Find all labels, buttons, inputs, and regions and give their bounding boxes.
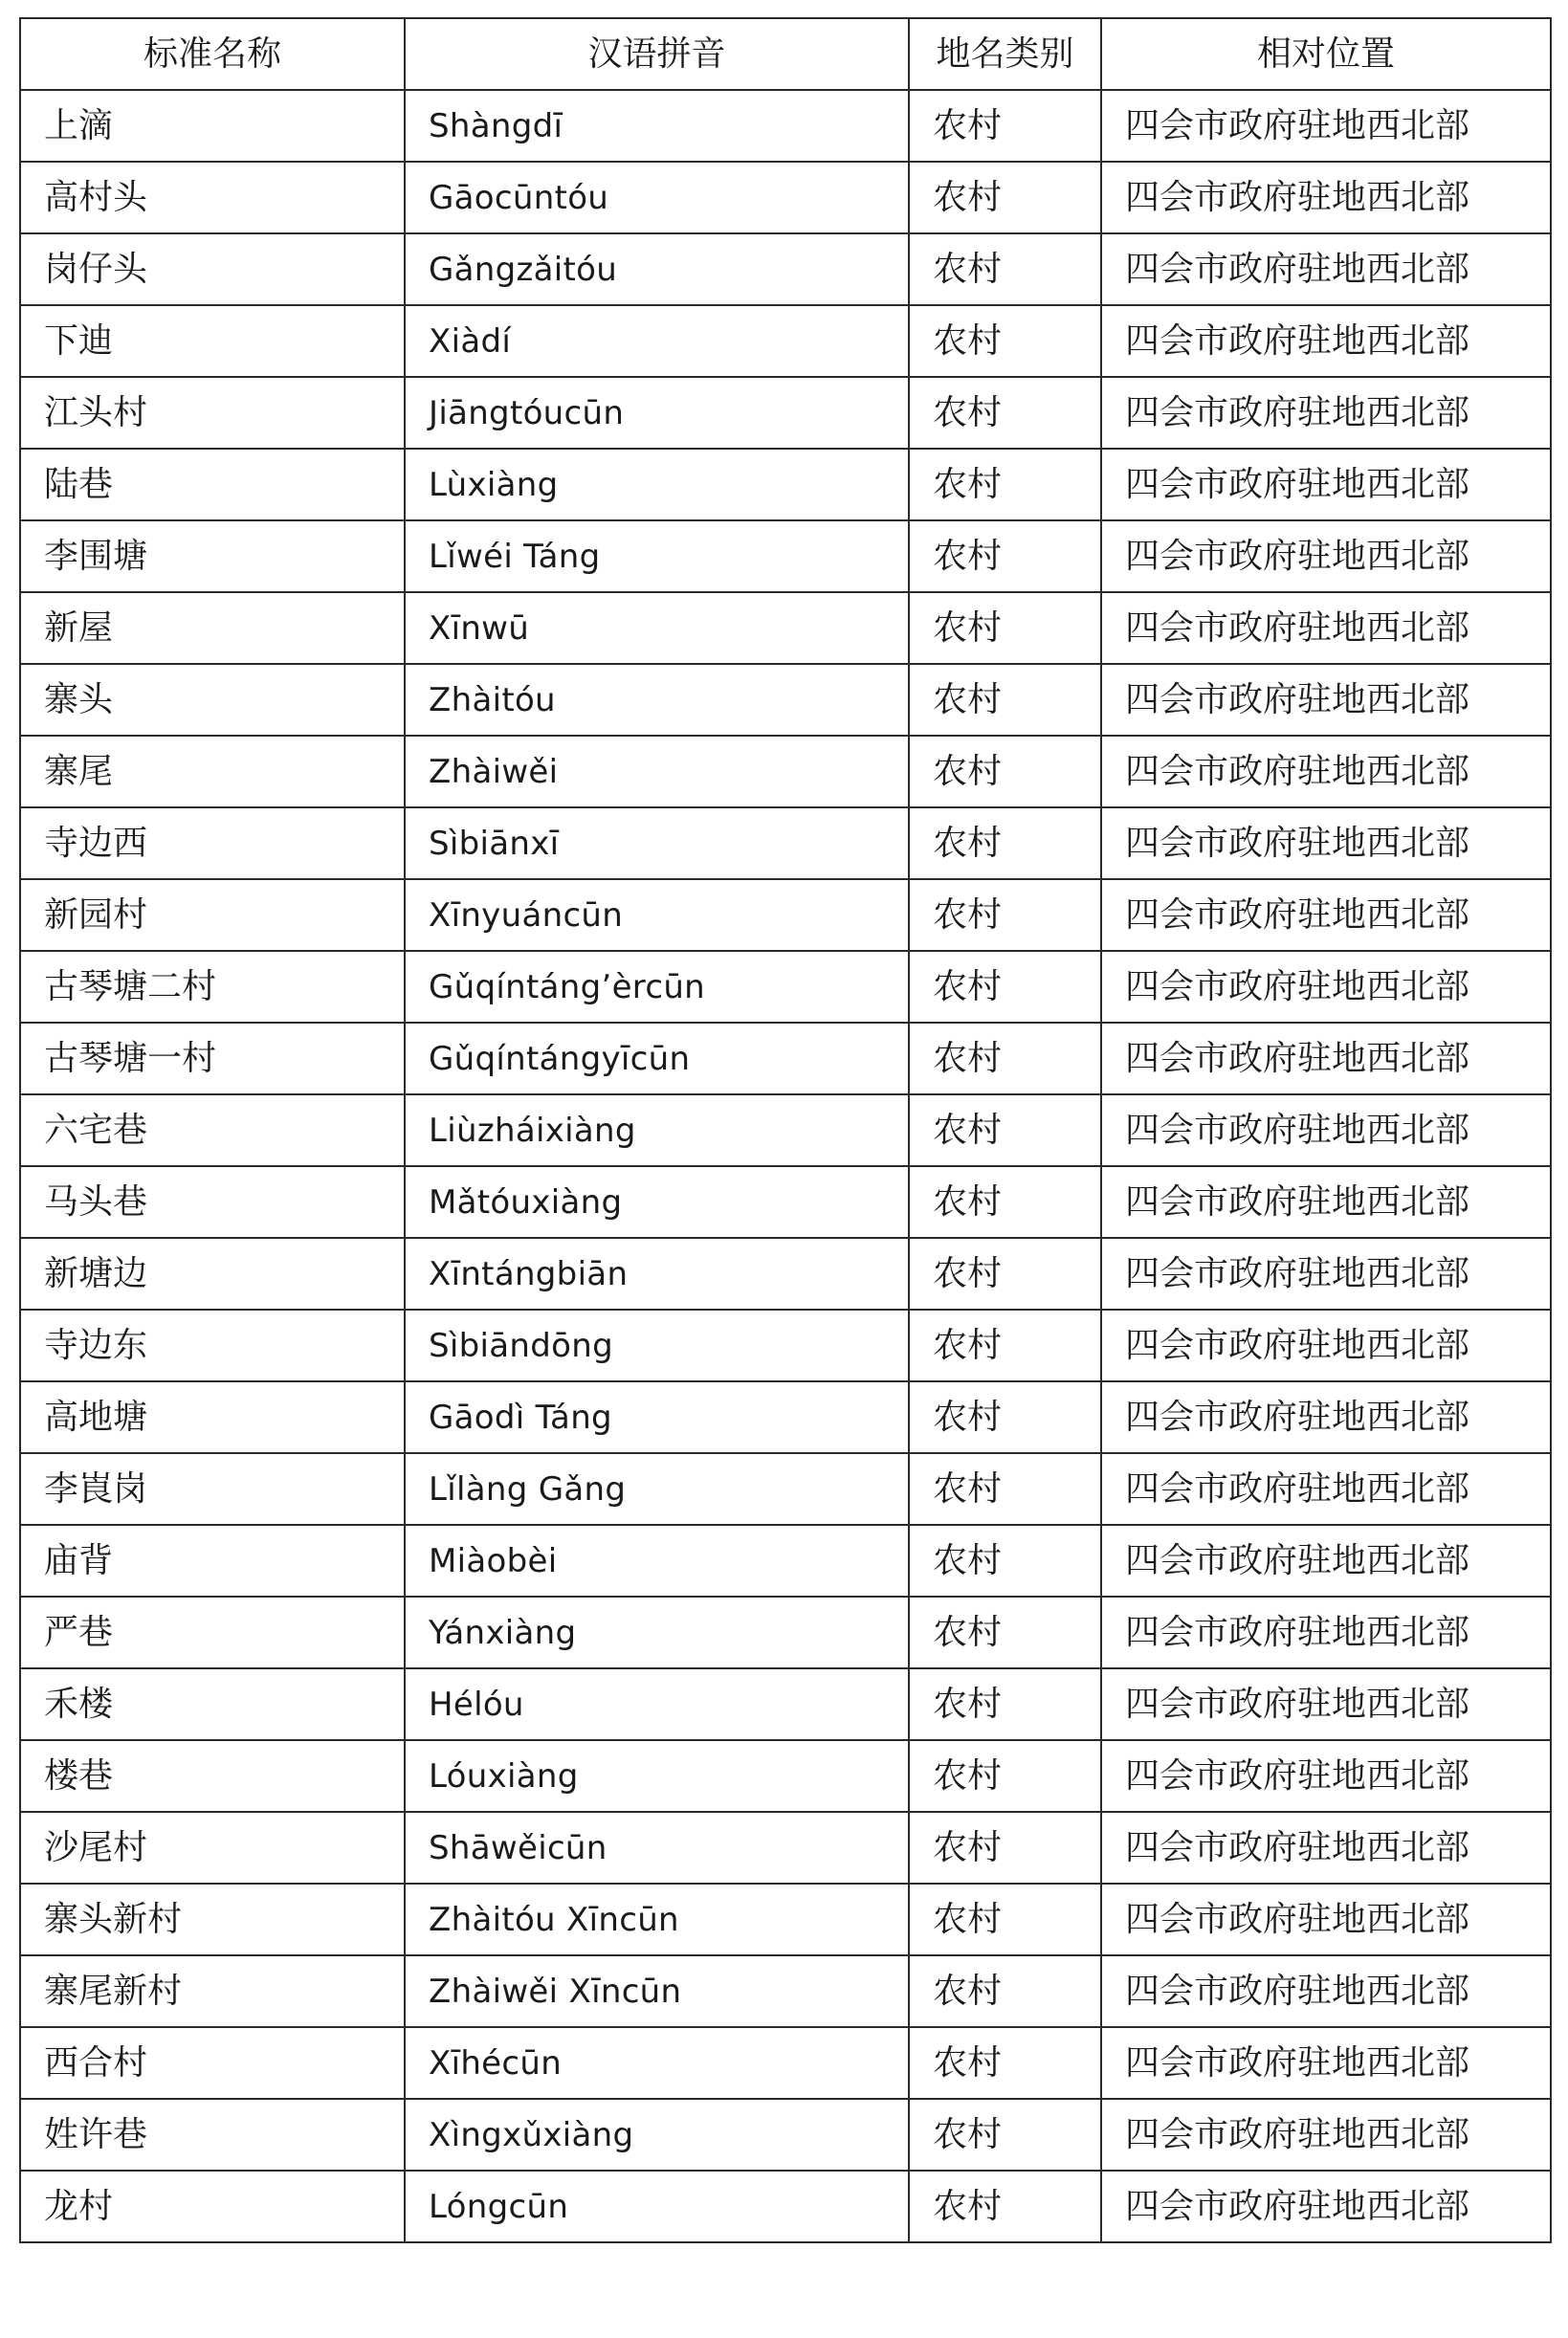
- cell-pinyin: Miàobèi: [405, 1525, 909, 1597]
- cell-standard-name: 上滴: [20, 90, 405, 162]
- cell-standard-name: 西合村: [20, 2027, 405, 2099]
- cell-standard-name: 岗仔头: [20, 233, 405, 305]
- cell-place-category: 农村: [909, 1668, 1101, 1740]
- cell-standard-name: 龙村: [20, 2171, 405, 2242]
- cell-pinyin: Yánxiàng: [405, 1597, 909, 1668]
- table-row: [20, 1525, 1551, 1597]
- cell-pinyin: Zhàiwěi Xīncūn: [405, 1955, 909, 2027]
- cell-place-category: 农村: [909, 1955, 1101, 2027]
- cell-standard-name: 江头村: [20, 377, 405, 449]
- table-row: [20, 736, 1551, 807]
- cell-relative-position: 四会市政府驻地西北部: [1101, 90, 1551, 162]
- table-row: [20, 592, 1551, 664]
- cell-relative-position: 四会市政府驻地西北部: [1101, 1453, 1551, 1525]
- cell-place-category: 农村: [909, 1597, 1101, 1668]
- table-row: [20, 305, 1551, 377]
- table-row: [20, 1668, 1551, 1740]
- table-row: [20, 1955, 1551, 2027]
- cell-standard-name: 新园村: [20, 879, 405, 951]
- cell-place-category: 农村: [909, 520, 1101, 592]
- table-row: [20, 1166, 1551, 1238]
- cell-relative-position: 四会市政府驻地西北部: [1101, 1884, 1551, 1955]
- cell-standard-name: 李围塘: [20, 520, 405, 592]
- cell-pinyin: Shàngdī: [405, 90, 909, 162]
- cell-relative-position: 四会市政府驻地西北部: [1101, 1310, 1551, 1381]
- table-row: [20, 1740, 1551, 1812]
- cell-place-category: 农村: [909, 736, 1101, 807]
- cell-relative-position: 四会市政府驻地西北部: [1101, 951, 1551, 1023]
- table-row: [20, 520, 1551, 592]
- cell-pinyin: Zhàitóu: [405, 664, 909, 736]
- table-body: [20, 90, 1551, 2242]
- cell-relative-position: 四会市政府驻地西北部: [1101, 664, 1551, 736]
- cell-pinyin: Xìngxǔxiàng: [405, 2099, 909, 2171]
- table-row: [20, 951, 1551, 1023]
- cell-relative-position: 四会市政府驻地西北部: [1101, 1166, 1551, 1238]
- cell-standard-name: 下迪: [20, 305, 405, 377]
- cell-pinyin: Lóuxiàng: [405, 1740, 909, 1812]
- cell-pinyin: Xīhécūn: [405, 2027, 909, 2099]
- cell-pinyin: Xīntángbiān: [405, 1238, 909, 1310]
- cell-pinyin: Lǐwéi Táng: [405, 520, 909, 592]
- cell-place-category: 农村: [909, 162, 1101, 233]
- table-row: [20, 377, 1551, 449]
- cell-relative-position: 四会市政府驻地西北部: [1101, 2027, 1551, 2099]
- cell-pinyin: Xīnwū: [405, 592, 909, 664]
- cell-standard-name: 马头巷: [20, 1166, 405, 1238]
- cell-pinyin: Gāocūntóu: [405, 162, 909, 233]
- cell-standard-name: 楼巷: [20, 1740, 405, 1812]
- header-pinyin: 汉语拼音: [405, 18, 909, 90]
- header-standard-name: 标准名称: [20, 18, 405, 90]
- cell-standard-name: 寨尾新村: [20, 1955, 405, 2027]
- cell-place-category: 农村: [909, 1166, 1101, 1238]
- cell-pinyin: Liùzháixiàng: [405, 1094, 909, 1166]
- cell-pinyin: Jiāngtóucūn: [405, 377, 909, 449]
- header-relative-position: 相对位置: [1101, 18, 1551, 90]
- cell-standard-name: 寺边西: [20, 807, 405, 879]
- place-name-table: [19, 17, 1552, 2243]
- cell-standard-name: 高地塘: [20, 1381, 405, 1453]
- table-row: [20, 1094, 1551, 1166]
- cell-relative-position: 四会市政府驻地西北部: [1101, 377, 1551, 449]
- cell-pinyin: Zhàiwěi: [405, 736, 909, 807]
- cell-relative-position: 四会市政府驻地西北部: [1101, 1381, 1551, 1453]
- table-row: [20, 1812, 1551, 1884]
- cell-relative-position: 四会市政府驻地西北部: [1101, 1812, 1551, 1884]
- cell-place-category: 农村: [909, 2171, 1101, 2242]
- cell-relative-position: 四会市政府驻地西北部: [1101, 233, 1551, 305]
- cell-place-category: 农村: [909, 1023, 1101, 1094]
- cell-place-category: 农村: [909, 951, 1101, 1023]
- table-row: [20, 1023, 1551, 1094]
- cell-place-category: 农村: [909, 1884, 1101, 1955]
- cell-place-category: 农村: [909, 1238, 1101, 1310]
- cell-relative-position: 四会市政府驻地西北部: [1101, 1668, 1551, 1740]
- cell-standard-name: 严巷: [20, 1597, 405, 1668]
- cell-relative-position: 四会市政府驻地西北部: [1101, 520, 1551, 592]
- table-row: [20, 1597, 1551, 1668]
- cell-place-category: 农村: [909, 305, 1101, 377]
- cell-standard-name: 古琴塘二村: [20, 951, 405, 1023]
- cell-standard-name: 新屋: [20, 592, 405, 664]
- cell-pinyin: Gāodì Táng: [405, 1381, 909, 1453]
- cell-place-category: 农村: [909, 592, 1101, 664]
- cell-relative-position: 四会市政府驻地西北部: [1101, 162, 1551, 233]
- cell-pinyin: Lùxiàng: [405, 449, 909, 520]
- cell-standard-name: 庙背: [20, 1525, 405, 1597]
- table-row: [20, 1238, 1551, 1310]
- table-row: [20, 1453, 1551, 1525]
- cell-pinyin: Lóngcūn: [405, 2171, 909, 2242]
- cell-standard-name: 李崀岗: [20, 1453, 405, 1525]
- cell-place-category: 农村: [909, 879, 1101, 951]
- cell-place-category: 农村: [909, 2027, 1101, 2099]
- cell-relative-position: 四会市政府驻地西北部: [1101, 807, 1551, 879]
- cell-place-category: 农村: [909, 1094, 1101, 1166]
- cell-standard-name: 高村头: [20, 162, 405, 233]
- cell-standard-name: 陆巷: [20, 449, 405, 520]
- cell-standard-name: 寨尾: [20, 736, 405, 807]
- cell-pinyin: Hélóu: [405, 1668, 909, 1740]
- cell-place-category: 农村: [909, 377, 1101, 449]
- header-place-category: 地名类别: [909, 18, 1101, 90]
- cell-standard-name: 沙尾村: [20, 1812, 405, 1884]
- cell-relative-position: 四会市政府驻地西北部: [1101, 592, 1551, 664]
- cell-relative-position: 四会市政府驻地西北部: [1101, 1955, 1551, 2027]
- table-row: [20, 879, 1551, 951]
- cell-standard-name: 六宅巷: [20, 1094, 405, 1166]
- cell-relative-position: 四会市政府驻地西北部: [1101, 1094, 1551, 1166]
- cell-place-category: 农村: [909, 1525, 1101, 1597]
- table-row: [20, 449, 1551, 520]
- cell-pinyin: Gǔqíntángyīcūn: [405, 1023, 909, 1094]
- cell-place-category: 农村: [909, 664, 1101, 736]
- cell-standard-name: 寨头: [20, 664, 405, 736]
- cell-pinyin: Mǎtóuxiàng: [405, 1166, 909, 1238]
- cell-relative-position: 四会市政府驻地西北部: [1101, 1023, 1551, 1094]
- cell-place-category: 农村: [909, 1381, 1101, 1453]
- table-row: [20, 1310, 1551, 1381]
- table-row: [20, 162, 1551, 233]
- cell-place-category: 农村: [909, 233, 1101, 305]
- cell-relative-position: 四会市政府驻地西北部: [1101, 449, 1551, 520]
- cell-standard-name: 禾楼: [20, 1668, 405, 1740]
- cell-pinyin: Gǔqíntáng’èrcūn: [405, 951, 909, 1023]
- cell-pinyin: Gǎngzǎitóu: [405, 233, 909, 305]
- cell-relative-position: 四会市政府驻地西北部: [1101, 879, 1551, 951]
- table-row: [20, 2171, 1551, 2242]
- cell-pinyin: Xiàdí: [405, 305, 909, 377]
- cell-place-category: 农村: [909, 2099, 1101, 2171]
- cell-pinyin: Xīnyuáncūn: [405, 879, 909, 951]
- table-row: [20, 90, 1551, 162]
- cell-place-category: 农村: [909, 1453, 1101, 1525]
- cell-place-category: 农村: [909, 90, 1101, 162]
- table-row: [20, 2027, 1551, 2099]
- cell-pinyin: Sìbiāndōng: [405, 1310, 909, 1381]
- cell-standard-name: 寨头新村: [20, 1884, 405, 1955]
- table-header-row: [20, 18, 1551, 90]
- table-row: [20, 664, 1551, 736]
- cell-standard-name: 寺边东: [20, 1310, 405, 1381]
- cell-place-category: 农村: [909, 1310, 1101, 1381]
- table-row: [20, 1381, 1551, 1453]
- cell-relative-position: 四会市政府驻地西北部: [1101, 1597, 1551, 1668]
- cell-pinyin: Lǐlàng Gǎng: [405, 1453, 909, 1525]
- cell-relative-position: 四会市政府驻地西北部: [1101, 1525, 1551, 1597]
- cell-place-category: 农村: [909, 449, 1101, 520]
- cell-relative-position: 四会市政府驻地西北部: [1101, 2171, 1551, 2242]
- cell-pinyin: Sìbiānxī: [405, 807, 909, 879]
- cell-place-category: 农村: [909, 1740, 1101, 1812]
- cell-relative-position: 四会市政府驻地西北部: [1101, 736, 1551, 807]
- cell-relative-position: 四会市政府驻地西北部: [1101, 1740, 1551, 1812]
- cell-standard-name: 新塘边: [20, 1238, 405, 1310]
- table-row: [20, 233, 1551, 305]
- cell-standard-name: 姓许巷: [20, 2099, 405, 2171]
- table-row: [20, 2099, 1551, 2171]
- cell-place-category: 农村: [909, 1812, 1101, 1884]
- cell-relative-position: 四会市政府驻地西北部: [1101, 1238, 1551, 1310]
- cell-pinyin: Zhàitóu Xīncūn: [405, 1884, 909, 1955]
- cell-relative-position: 四会市政府驻地西北部: [1101, 2099, 1551, 2171]
- cell-standard-name: 古琴塘一村: [20, 1023, 405, 1094]
- table-row: [20, 1884, 1551, 1955]
- cell-pinyin: Shāwěicūn: [405, 1812, 909, 1884]
- table-row: [20, 807, 1551, 879]
- cell-place-category: 农村: [909, 807, 1101, 879]
- cell-relative-position: 四会市政府驻地西北部: [1101, 305, 1551, 377]
